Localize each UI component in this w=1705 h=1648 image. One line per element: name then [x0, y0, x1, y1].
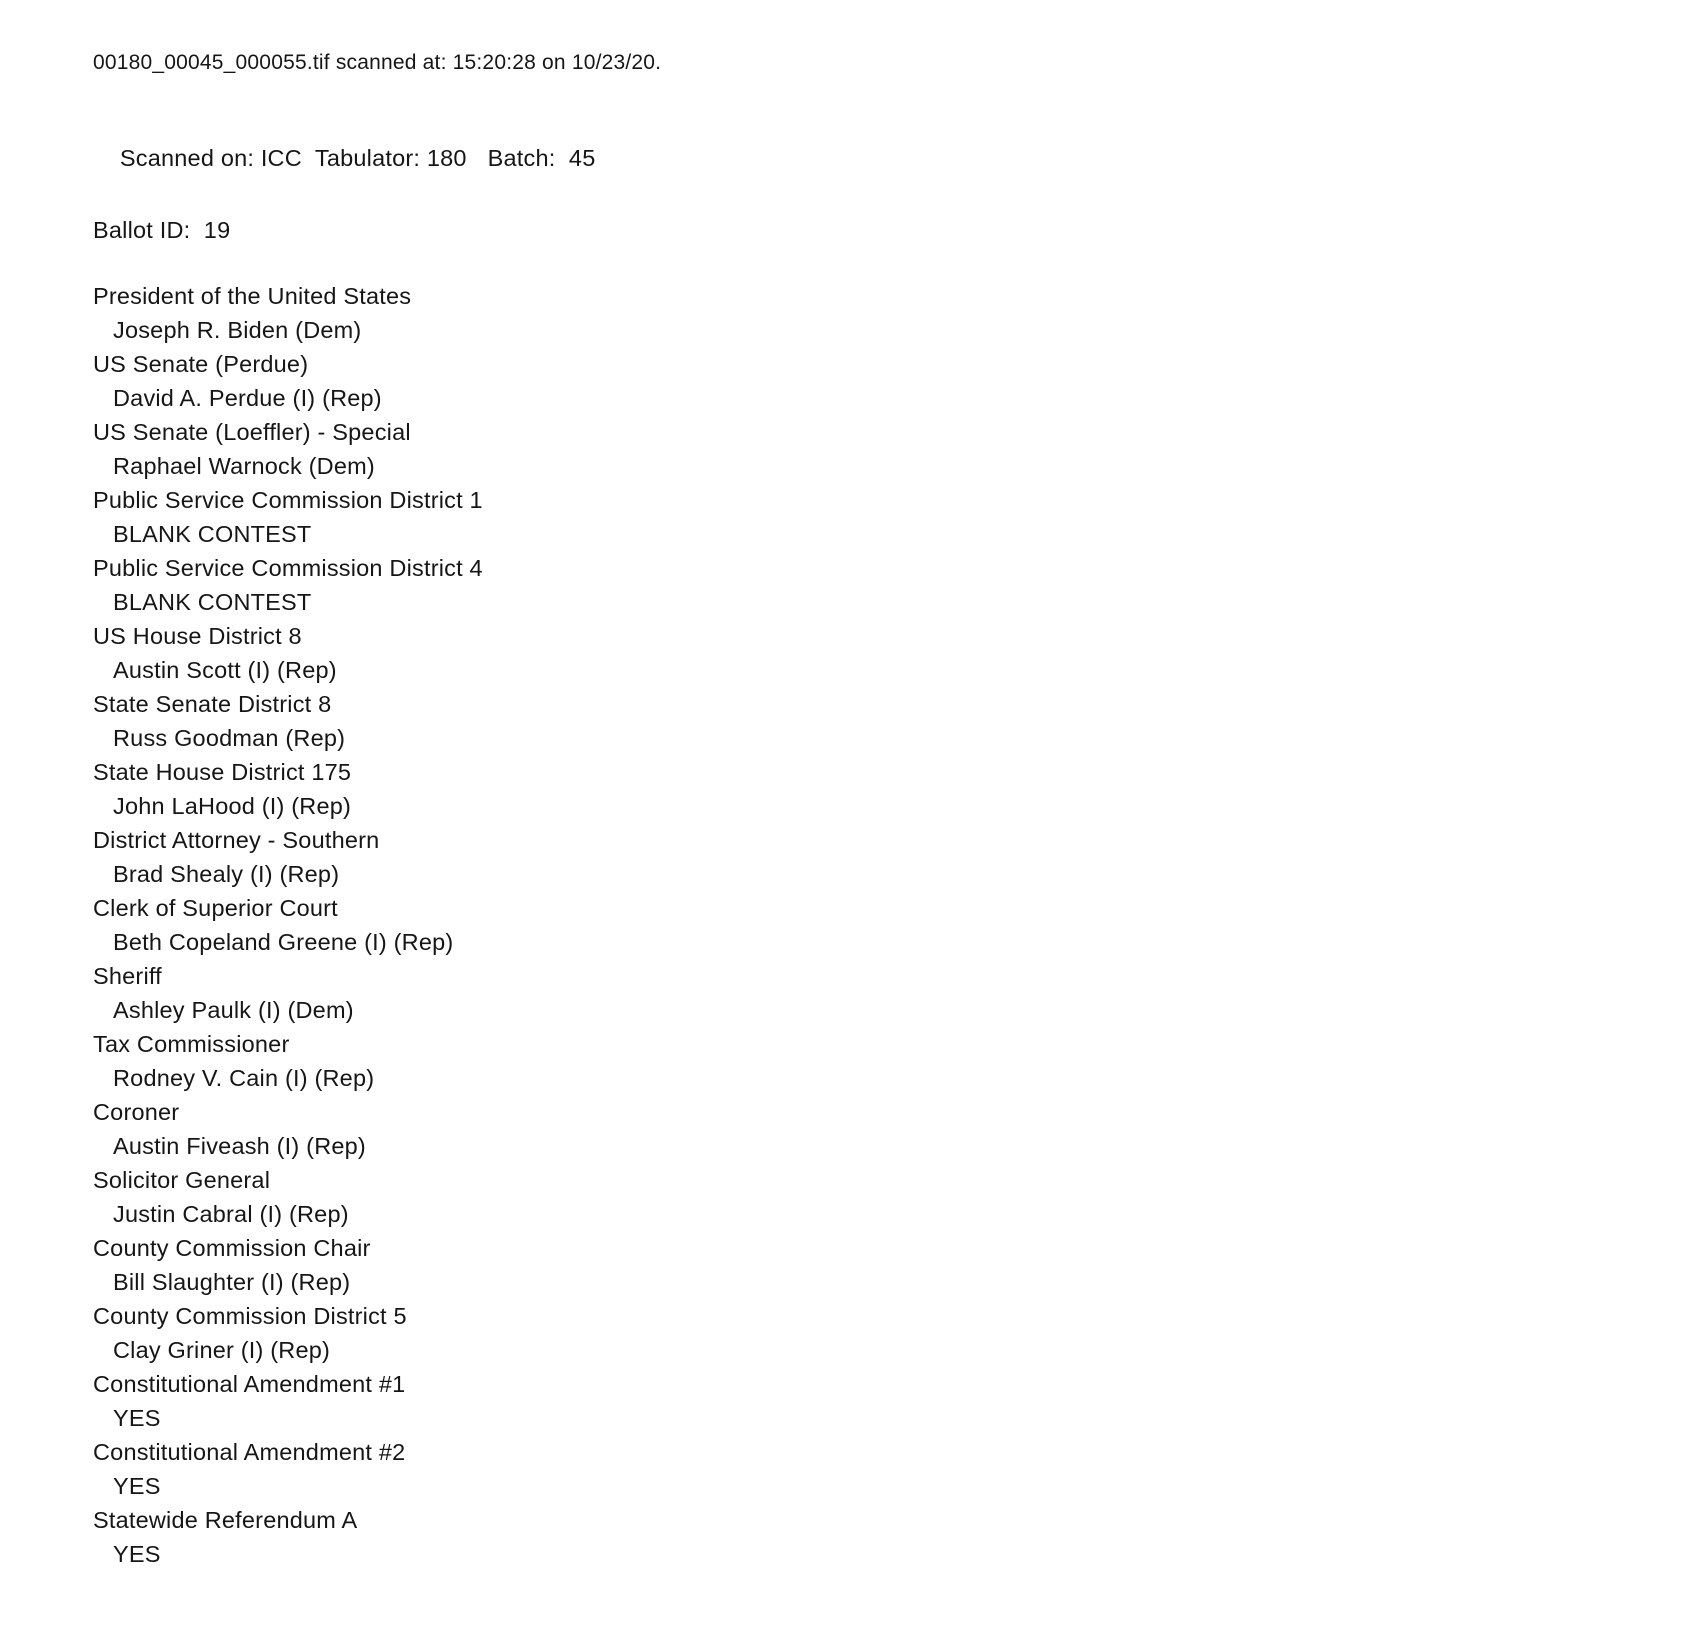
contest-title: US Senate (Perdue) — [93, 351, 309, 377]
contest-title: County Commission District 5 — [93, 1303, 407, 1329]
scan-filename-line: 00180_00045_000055.tif scanned at: 15:20:28 on 10/23/20. — [93, 51, 662, 74]
contest-title: Constitutional Amendment #1 — [93, 1371, 406, 1397]
contest-title: County Commission Chair — [93, 1235, 371, 1261]
contest-title: Sheriff — [93, 963, 162, 989]
contest-entry — [93, 959, 1645, 1027]
contest-title: President of the United States — [93, 283, 412, 309]
contest-selection: Justin Cabral (I) (Rep) — [113, 1201, 349, 1227]
contest-selection: Austin Scott (I) (Rep) — [113, 657, 337, 683]
contest-selection: YES — [113, 1405, 161, 1431]
contest-selection: Russ Goodman (Rep) — [113, 725, 346, 751]
contest-title: Coroner — [93, 1099, 180, 1125]
contest-title: Public Service Commission District 1 — [93, 487, 483, 513]
contest-selection: John LaHood (I) (Rep) — [113, 793, 352, 819]
contest-title: Constitutional Amendment #2 — [93, 1439, 406, 1465]
contest-selection: Rodney V. Cain (I) (Rep) — [113, 1065, 375, 1091]
contest-entry — [93, 347, 1645, 415]
contest-entry — [93, 1299, 1645, 1367]
contest-selection: Joseph R. Biden (Dem) — [113, 317, 362, 343]
contest-entry — [93, 279, 1645, 347]
contest-entry — [93, 1231, 1645, 1299]
contest-selection: Beth Copeland Greene (I) (Rep) — [113, 929, 454, 955]
contest-entry — [93, 551, 1645, 619]
contest-selection: Ashley Paulk (I) (Dem) — [113, 997, 354, 1023]
contest-title: Public Service Commission District 4 — [93, 555, 483, 581]
contest-entry — [93, 1435, 1645, 1503]
contest-title: State House District 175 — [93, 759, 352, 785]
contest-title: Tax Commissioner — [93, 1031, 290, 1057]
contest-entry — [93, 755, 1645, 823]
contest-entry — [93, 1503, 1645, 1571]
scan-info-line — [93, 104, 1645, 212]
contest-selection: BLANK CONTEST — [113, 521, 312, 547]
contest-selection: Bill Slaughter (I) (Rep) — [113, 1269, 351, 1295]
contest-entry — [93, 415, 1645, 483]
contest-title: US House District 8 — [93, 623, 302, 649]
contest-entry — [93, 1095, 1645, 1163]
contest-selection: Brad Shealy (I) (Rep) — [113, 861, 340, 887]
contest-selection: David A. Perdue (I) (Rep) — [113, 385, 382, 411]
contest-selection: Austin Fiveash (I) (Rep) — [113, 1133, 366, 1159]
contest-entry — [93, 687, 1645, 755]
contest-entry — [93, 619, 1645, 687]
contest-selection: Raphael Warnock (Dem) — [113, 453, 375, 479]
contest-list — [93, 279, 1645, 1571]
contest-selection: YES — [113, 1541, 161, 1567]
contest-title: State Senate District 8 — [93, 691, 332, 717]
contest-entry — [93, 823, 1645, 891]
contest-entry — [93, 1367, 1645, 1435]
contest-title: District Attorney - Southern — [93, 827, 380, 853]
tabulator-value: Tabulator: 180 — [314, 145, 467, 171]
contest-entry — [93, 1027, 1645, 1095]
contest-title: Clerk of Superior Court — [93, 895, 338, 921]
contest-title: Statewide Referendum A — [93, 1507, 358, 1533]
contest-entry — [93, 483, 1645, 551]
contest-selection: YES — [113, 1473, 161, 1499]
batch-value: Batch: 45 — [487, 145, 596, 171]
contest-title: Solicitor General — [93, 1167, 271, 1193]
contest-selection: Clay Griner (I) (Rep) — [113, 1337, 331, 1363]
contest-selection: BLANK CONTEST — [113, 589, 312, 615]
contest-entry — [93, 891, 1645, 959]
ballot-id-line: Ballot ID: 19 — [93, 217, 231, 243]
contest-entry — [93, 1163, 1645, 1231]
contest-title: US Senate (Loeffler) - Special — [93, 419, 411, 445]
scanned-on-value: Scanned on: ICC — [119, 145, 302, 171]
